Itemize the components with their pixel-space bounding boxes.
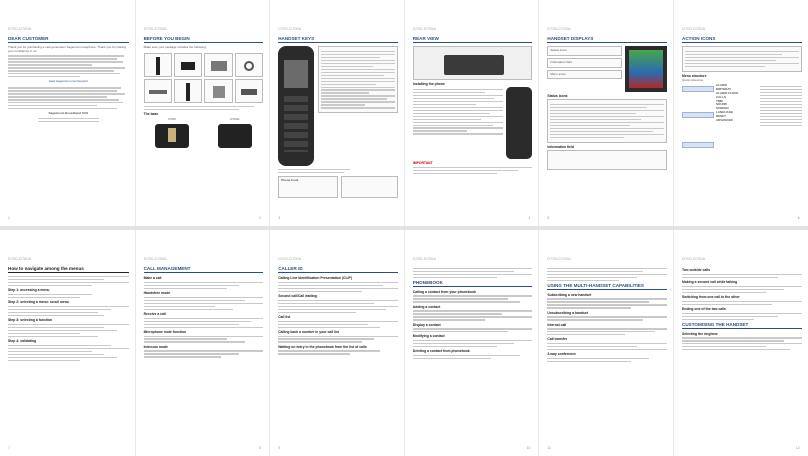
menu-node: RESET [716,113,727,118]
section-heading: Menu structure [682,73,707,78]
body-text-lines [144,336,264,343]
package-item [204,53,232,77]
page-12 [673,230,808,456]
menu-node: ALARM CLOCK [716,90,739,95]
information-field-callout: Information field [547,58,622,68]
page-11 [538,230,673,456]
body-text-lines [547,328,667,335]
base-label-d700: D700 [168,117,176,122]
page-number: 7 [8,446,10,450]
section-heading: Information field [547,144,574,149]
page-tag: D700-D700A [547,26,571,31]
section-heading: Unsubscribing a handset [547,310,588,315]
body-text-lines [278,300,398,313]
important-label: IMPORTANT [412,161,433,165]
section-heading: Selecting the ringtone [682,331,718,336]
body-text-lines [413,310,533,320]
page-7 [0,230,135,456]
body-text-lines [144,106,264,110]
page-tag: D700-D700A [682,26,706,31]
body-text-lines [682,286,802,293]
body-text-lines [547,268,667,281]
rear-view-illustration [413,46,533,80]
section-heading: Intercom mode [143,344,168,349]
page-6 [673,0,808,226]
intro-text: Make sure your package includes the following: [143,45,207,49]
package-item [174,53,202,77]
menu-node: CALLS [716,94,726,99]
body-text-lines [682,301,802,305]
page-number: 9 [278,446,281,450]
handset-illustration [278,46,314,166]
package-item [144,53,172,77]
page-tag: D700-D700A [682,256,706,261]
page-tag: D700-D700A [143,26,167,31]
section-heading: Subscribing a new handset [547,292,592,297]
section-heading: Display a contact [412,322,441,327]
page-4 [404,0,539,226]
body-text-lines [547,298,667,308]
page-number: 12 [795,446,800,450]
body-text-lines [547,316,667,320]
section-heading: Switching from one call to the other [682,294,740,299]
section-heading: Second call/Call waiting [278,293,317,298]
section-heading: Handsfree mode [143,290,171,295]
body-text-lines [682,313,802,320]
page-title: HANDSET KEYS [278,36,398,43]
step-heading: Step 3: selecting a function [8,318,53,323]
package-contents-grid [144,53,264,103]
body-text-lines [8,324,129,337]
page-title: USING THE MULTI-HANDSET CAPABILITIES [547,283,667,290]
section-heading: Call transfer [547,337,568,342]
page-number: 10 [526,446,531,450]
page-10 [404,230,539,456]
page-title: CUSTOMISING THE HANDSET [682,322,802,329]
page-title: HANDSET DISPLAYS [547,36,667,43]
screen-illustration [625,46,667,92]
step-heading: Step 1: accessing a menu [8,288,50,293]
menu-node: BIRTHDAY [716,87,732,92]
section-heading: The base [143,112,159,117]
section-heading: Making a second call while talking [682,279,738,284]
menu-node: SOUND [716,102,727,107]
page-number: 8 [259,446,262,450]
body-text-lines [547,358,667,362]
package-item [235,79,263,103]
body-text-lines [413,328,533,332]
page-title: DEAR CUSTOMER [8,36,129,43]
section-heading: Adding a contact [412,304,441,309]
body-text-lines [278,350,398,354]
body-text-lines [8,87,129,109]
body-text-lines [278,169,398,173]
package-item [204,79,232,103]
menu-node: ADVANCED [716,117,733,122]
status-icons-callout: Status icons [547,46,622,56]
phone-book-label: Phone book [281,178,299,183]
phone-book-box [278,176,338,198]
page-title: BEFORE YOU BEGIN [144,36,264,43]
page-tag: D700-D700A [278,26,302,31]
status-icons-table [547,99,667,143]
body-text-lines [278,336,398,343]
page-number: 6 [797,216,800,220]
section-heading: Microphone mute function [143,329,187,334]
body-text-lines [278,282,398,292]
page-8 [135,230,270,456]
page-tag: D700-D700A [8,256,32,261]
section-heading: Two outside calls [682,268,711,272]
display-diagram [547,46,667,92]
body-text-lines [278,321,398,328]
base-illustrations [144,118,264,150]
information-field-table [547,150,667,170]
section-heading: Internal call [547,322,567,327]
body-text-lines [413,268,533,278]
action-icons-table [682,46,802,72]
body-text-lines [144,350,264,357]
section-heading: Status icons [547,94,568,98]
step-heading: Step 2: selecting a menu: scroll menu [8,300,69,305]
page-tag: D700-D700A [143,256,167,261]
body-text-lines [144,318,264,328]
body-text-lines [413,295,533,302]
page-number: 1 [8,216,10,220]
page-title: How to navigate among the menus [8,266,129,273]
step-heading: Step 4: validating [8,339,37,344]
section-heading: Call list [278,314,291,319]
handset-diagram [278,46,398,166]
section-heading: Installing the phone [412,82,445,86]
page-1 [0,0,135,226]
body-text-lines [413,167,533,174]
page-number: 3 [278,216,281,220]
menu-structure-tree [682,84,802,150]
install-steps [413,87,504,159]
section-heading: 3-way conference [547,352,576,357]
menu-icons-callout: Menu icons [547,70,622,80]
menu-node: SCREEN [716,106,729,111]
page-tag: D700-D700A [412,26,436,31]
page-number: 4 [528,216,531,220]
section-heading: Calling back a number in your call list [278,329,340,334]
body-text-lines [8,276,129,286]
handset-battery-illustration [506,87,532,159]
body-text-lines [144,297,264,310]
base-label-d700a: D700A [230,117,240,122]
page-number: 11 [547,446,551,450]
page-number: 5 [547,216,550,220]
body-text-lines [413,355,533,359]
section-heading: Modifying a contact [412,334,445,339]
top-sheet [0,0,808,226]
page-tag: D700-D700A [412,256,436,261]
key-legend-table [318,46,398,113]
section-heading: Make a call [143,276,162,280]
page-9 [269,230,404,456]
bottom-sheet [0,230,808,456]
page-title: PHONEBOOK [413,280,533,287]
page-title: REAR VIEW [413,36,533,43]
section-heading: Receive a call [143,311,166,316]
package-item [144,79,172,103]
body-text-lines [547,343,667,350]
body-text-lines [682,337,802,350]
page-title: ACTION ICONS [682,36,802,43]
quick-reference-label: Quick reference [682,77,704,82]
page-3 [269,0,404,226]
page-title: CALL MANAGEMENT [144,266,264,273]
page-title: CALLER ID [278,266,398,273]
page-2 [135,0,270,226]
body-text-lines [8,345,129,361]
body-text-lines [8,294,129,298]
info-box [341,176,397,198]
support-url[interactable]: www.sagemcom.com/support [48,79,88,84]
body-text-lines [413,340,533,347]
section-heading: Calling a contact from your phonebook [412,289,476,294]
page-number: 2 [259,216,262,220]
company-name: Sagemcom Broadband SAS [48,111,89,116]
menu-node: ALARM [716,83,727,88]
page-tag: D700-D700A [547,256,571,261]
menu-node: LANGUAGE [716,109,734,114]
page-5 [538,0,673,226]
intro-text: Thank you for purchasing a new generation Sagemcom telephone. Thank you for placing your confidence in us. [8,45,127,53]
menu-node: TIME [716,98,724,103]
section-heading: Calling Line Identification Presentation (CLIP) [278,276,352,280]
address-lines [38,118,99,122]
section-heading: Ending one of the two calls [682,306,726,311]
body-text-lines [8,306,129,316]
body-text-lines [682,274,802,278]
package-item [174,79,202,103]
section-heading: Waiting on entry in the phonebook from the list of calls [278,344,367,349]
body-text-lines [8,55,129,77]
page-tag: D700-D700A [278,256,302,261]
body-text-lines [144,282,264,289]
page-tag: D700-D700A [8,26,32,31]
section-heading: Deleting a contact from phonebook [412,349,470,354]
package-item [235,53,263,77]
